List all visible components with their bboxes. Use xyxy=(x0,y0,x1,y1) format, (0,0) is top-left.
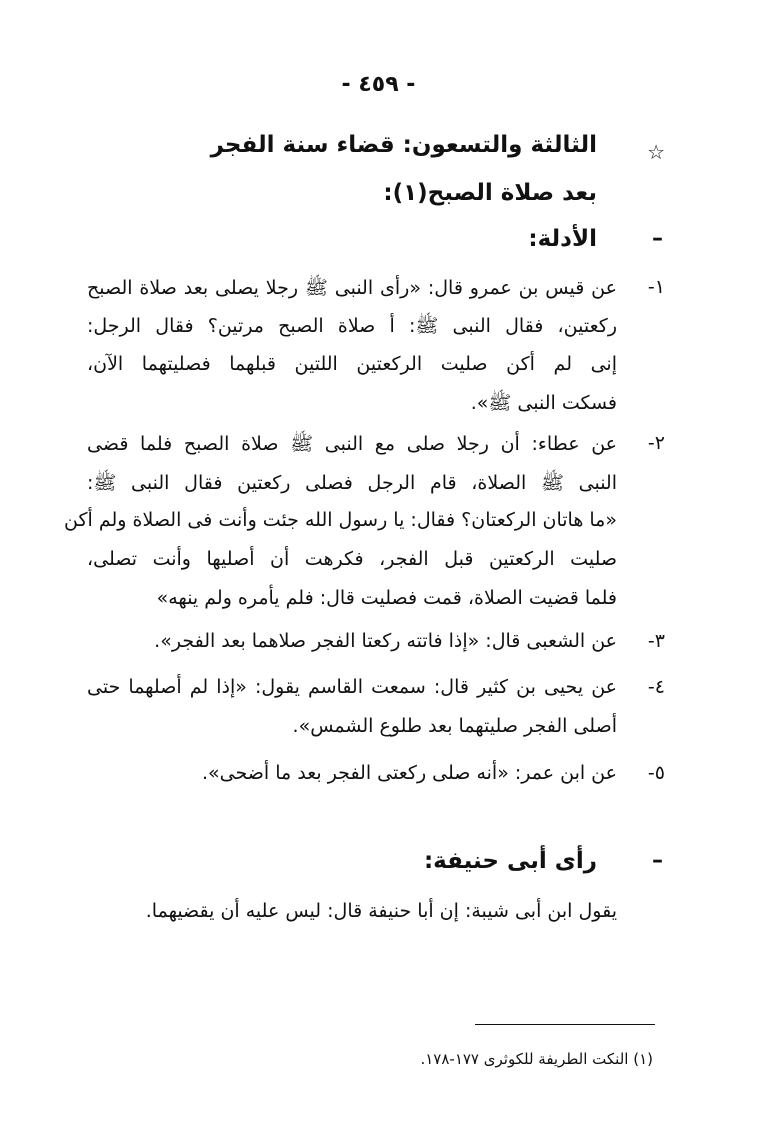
item-4-line-2: أصلى الفجر صليتهما بعد طلوع الشمس». xyxy=(292,715,617,737)
footnote-rule xyxy=(475,1024,655,1025)
item-2-line-2: النبى ﷺ الصلاة، قام الرجل فصلى ركعتين فقال النبى ﷺ: xyxy=(87,472,617,494)
item-2-line-1: عن عطاء: أن رجلا صلى مع النبى ﷺ صلاة الصبح فلما قضى xyxy=(87,433,617,455)
item-3-line-1: عن الشعبى قال: «إذا فاتته ركعتا الفجر صلاهما بعد الفجر». xyxy=(154,630,617,652)
section-title-line1: الثالثة والتسعون: قضاء سنة الفجر xyxy=(210,132,597,158)
opinion-dash: – xyxy=(652,848,663,873)
section-title-line2: بعد صلاة الصبح(١): xyxy=(383,180,597,206)
page-number: - ٤٥٩ - xyxy=(341,72,416,97)
item-2-marker: ٢- xyxy=(647,432,665,454)
item-2-line-3: «ما هاتان الركعتان؟ فقال: يا رسول الله جئت وأنت فى الصلاة ولم أكن xyxy=(64,509,617,531)
item-2-line-4: صليت الركعتين قبل الفجر، فكرهت أن أصليها وأنت تصلى، xyxy=(87,548,617,570)
evidence-heading: الأدلة: xyxy=(528,226,597,252)
star-icon: ☆ xyxy=(647,140,665,164)
item-3-marker: ٣- xyxy=(647,630,665,652)
item-4-line-1: عن يحيى بن كثير قال: سمعت القاسم يقول: «إذا لم أصلهما حتى xyxy=(87,676,617,698)
item-1-line-4: فسكت النبى ﷺ». xyxy=(470,392,617,414)
item-1-line-2: ركعتين، فقال النبى ﷺ: أ صلاة الصبح مرتين؟ فقال الرجل: xyxy=(87,315,617,337)
item-5-marker: ٥- xyxy=(647,762,665,784)
footnote: (١) النكت الطريفة للكوثرى ١٧٧-١٧٨. xyxy=(420,1050,653,1068)
item-1-line-1: عن قيس بن عمرو قال: «رأى النبى ﷺ رجلا يصلى بعد صلاة الصبح xyxy=(87,277,617,299)
item-2-line-5: فلما قضيت الصلاة، قمت فصليت قال: فلم يأمره ولم ينهه» xyxy=(156,587,617,609)
opinion-text: يقول ابن أبى شيبة: إن أبا حنيفة قال: ليس عليه أن يقضيهما. xyxy=(145,900,617,922)
item-4-marker: ٤- xyxy=(647,676,665,698)
item-1-line-3: إنى لم أكن صليت الركعتين اللتين قبلهما فصليتهما الآن، xyxy=(87,353,617,375)
item-5-line-1: عن ابن عمر: «أنه صلى ركعتى الفجر بعد ما أضحى». xyxy=(202,762,617,784)
item-1-marker: ١- xyxy=(647,276,665,298)
opinion-heading: رأى أبى حنيفة: xyxy=(423,848,597,874)
evidence-dash: – xyxy=(652,226,663,251)
